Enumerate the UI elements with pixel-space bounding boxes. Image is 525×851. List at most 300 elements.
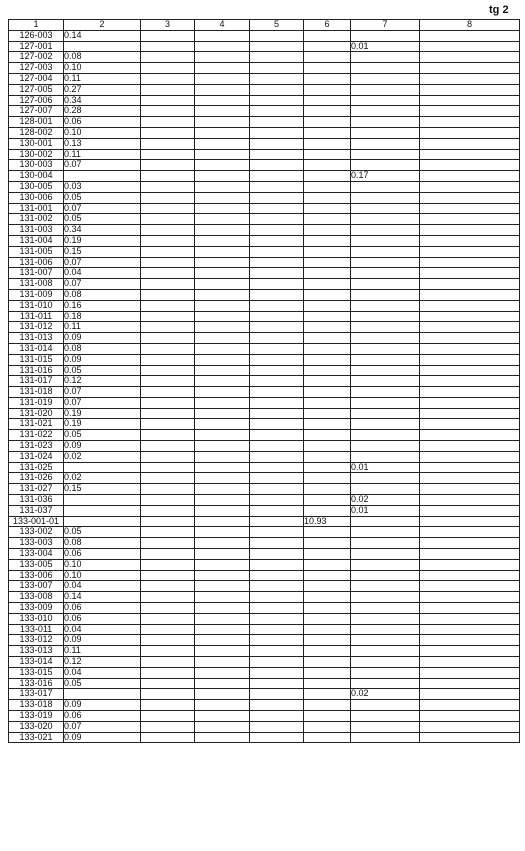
table-cell [351, 95, 420, 106]
table-cell [195, 127, 250, 138]
table-cell [141, 84, 195, 95]
table-cell [351, 711, 420, 722]
table-cell [351, 84, 420, 95]
table-cell: 0.18 [64, 311, 141, 322]
table-cell [304, 41, 351, 52]
table-cell [351, 343, 420, 354]
table-cell: 127-007 [9, 106, 64, 117]
table-cell [304, 711, 351, 722]
table-cell: 0.01 [351, 505, 420, 516]
table-row [9, 732, 520, 743]
table-cell [250, 484, 304, 495]
table-row [9, 171, 520, 182]
table-cell [304, 430, 351, 441]
table-cell [141, 279, 195, 290]
table-cell [351, 570, 420, 581]
table-cell [141, 300, 195, 311]
table-cell [420, 473, 520, 484]
table-cell: 0.16 [64, 300, 141, 311]
table-cell: 0.19 [64, 235, 141, 246]
table-cell: 0.02 [351, 495, 420, 506]
table-cell [420, 721, 520, 732]
table-cell [250, 711, 304, 722]
table-cell [351, 214, 420, 225]
table-cell [351, 246, 420, 257]
table-cell [141, 613, 195, 624]
table-row [9, 322, 520, 333]
table-cell: 127-002 [9, 52, 64, 63]
table-cell: 126-003 [9, 30, 64, 41]
table-cell [351, 635, 420, 646]
table-cell [420, 689, 520, 700]
table-cell: 133-019 [9, 711, 64, 722]
table-cell [420, 451, 520, 462]
table-cell [250, 527, 304, 538]
table-cell [141, 95, 195, 106]
table-cell [195, 95, 250, 106]
table-cell [420, 311, 520, 322]
table-row [9, 95, 520, 106]
table-cell [250, 624, 304, 635]
table-cell [351, 257, 420, 268]
table-cell [141, 495, 195, 506]
table-row [9, 559, 520, 570]
table-cell [250, 365, 304, 376]
table-cell: 0.06 [64, 613, 141, 624]
table-cell [250, 397, 304, 408]
table-row [9, 214, 520, 225]
table-cell [195, 300, 250, 311]
table-cell [304, 462, 351, 473]
table-cell [351, 592, 420, 603]
table-cell: 0.09 [64, 700, 141, 711]
table-cell [420, 678, 520, 689]
table-cell [420, 225, 520, 236]
table-cell [195, 689, 250, 700]
table-cell: 133-021 [9, 732, 64, 743]
table-cell: 131-003 [9, 225, 64, 236]
table-row [9, 613, 520, 624]
table-cell: 0.06 [64, 117, 141, 128]
table-cell [351, 559, 420, 570]
table-cell [195, 279, 250, 290]
table-cell [250, 732, 304, 743]
table-row [9, 430, 520, 441]
table-cell: 131-018 [9, 387, 64, 398]
table-cell [250, 678, 304, 689]
table-cell [304, 376, 351, 387]
table-cell [420, 419, 520, 430]
table-cell [304, 138, 351, 149]
table-cell [420, 667, 520, 678]
table-cell [351, 268, 420, 279]
table-cell [141, 678, 195, 689]
table-cell [304, 635, 351, 646]
column-header: 2 [64, 20, 141, 31]
table-cell [420, 613, 520, 624]
table-cell [195, 203, 250, 214]
table-row [9, 419, 520, 430]
table-cell [351, 451, 420, 462]
table-cell [195, 451, 250, 462]
table-row [9, 84, 520, 95]
table-cell [195, 106, 250, 117]
table-cell [250, 592, 304, 603]
table-cell: 0.06 [64, 549, 141, 560]
table-row [9, 149, 520, 160]
table-cell [250, 138, 304, 149]
table-row [9, 570, 520, 581]
table-cell: 131-011 [9, 311, 64, 322]
table-cell [141, 635, 195, 646]
table-cell [304, 624, 351, 635]
table-cell [250, 149, 304, 160]
table-cell [351, 376, 420, 387]
table-cell [141, 538, 195, 549]
column-header: 7 [351, 20, 420, 31]
table-row [9, 117, 520, 128]
table-cell [420, 181, 520, 192]
table-row [9, 603, 520, 614]
table-cell [304, 721, 351, 732]
table-cell: 0.04 [64, 268, 141, 279]
table-cell [420, 138, 520, 149]
table-cell: 131-021 [9, 419, 64, 430]
table-cell [250, 84, 304, 95]
table-cell [351, 322, 420, 333]
table-row [9, 225, 520, 236]
table-cell [304, 289, 351, 300]
table-cell [420, 106, 520, 117]
table-cell [420, 246, 520, 257]
table-cell [304, 279, 351, 290]
table-cell [304, 408, 351, 419]
table-cell: 131-026 [9, 473, 64, 484]
table-cell [141, 451, 195, 462]
table-cell [304, 30, 351, 41]
table-cell: 131-015 [9, 354, 64, 365]
table-cell [304, 63, 351, 74]
table-cell [195, 603, 250, 614]
table-cell [351, 484, 420, 495]
table-cell [351, 700, 420, 711]
table-row [9, 549, 520, 560]
table-cell: 127-003 [9, 63, 64, 74]
table-cell [141, 387, 195, 398]
table-cell [141, 235, 195, 246]
table-cell [351, 473, 420, 484]
table-cell [195, 225, 250, 236]
table-cell [141, 365, 195, 376]
table-cell [250, 603, 304, 614]
table-row [9, 311, 520, 322]
table-row [9, 127, 520, 138]
table-cell: 133-008 [9, 592, 64, 603]
table-cell: 0.07 [64, 279, 141, 290]
table-cell [141, 419, 195, 430]
table-cell: 133-007 [9, 581, 64, 592]
table-row [9, 387, 520, 398]
table-cell: 0.11 [64, 149, 141, 160]
table-cell [420, 657, 520, 668]
table-cell [304, 441, 351, 452]
table-cell [351, 624, 420, 635]
table-row [9, 73, 520, 84]
table-cell [250, 30, 304, 41]
table-cell [141, 603, 195, 614]
table-cell [195, 41, 250, 52]
table-cell: 131-012 [9, 322, 64, 333]
table-row [9, 646, 520, 657]
table-cell [351, 667, 420, 678]
table-cell [304, 235, 351, 246]
table-cell: 133-018 [9, 700, 64, 711]
table-cell [304, 732, 351, 743]
table-cell [250, 160, 304, 171]
table-cell [195, 462, 250, 473]
column-header: 1 [9, 20, 64, 31]
table-cell [195, 592, 250, 603]
table-cell [420, 527, 520, 538]
table-cell [420, 214, 520, 225]
table-cell [195, 354, 250, 365]
table-cell: 0.07 [64, 397, 141, 408]
table-cell [250, 376, 304, 387]
table-cell: 133-016 [9, 678, 64, 689]
table-cell: 0.10 [64, 63, 141, 74]
table-cell [250, 441, 304, 452]
table-cell [250, 106, 304, 117]
table-cell [141, 473, 195, 484]
table-cell [195, 570, 250, 581]
table-cell [64, 505, 141, 516]
table-cell: 0.02 [351, 689, 420, 700]
table-cell [195, 732, 250, 743]
table-cell: 131-004 [9, 235, 64, 246]
table-cell [141, 624, 195, 635]
table-row [9, 268, 520, 279]
table-row [9, 711, 520, 722]
table-row [9, 441, 520, 452]
table-cell: 127-004 [9, 73, 64, 84]
table-row [9, 581, 520, 592]
table-cell [420, 95, 520, 106]
table-cell: 0.04 [64, 667, 141, 678]
table-cell: 0.01 [351, 41, 420, 52]
page-label: tɡ 2 [489, 4, 509, 16]
table-cell [250, 52, 304, 63]
table-cell [141, 333, 195, 344]
table-cell [420, 516, 520, 527]
table-cell [141, 711, 195, 722]
table-row [9, 408, 520, 419]
table-cell [304, 343, 351, 354]
table-cell [250, 354, 304, 365]
table-cell [250, 516, 304, 527]
table-cell [250, 95, 304, 106]
table-cell [195, 149, 250, 160]
table-cell: 0.05 [64, 678, 141, 689]
table-cell [141, 354, 195, 365]
table-cell [250, 127, 304, 138]
table-cell [351, 117, 420, 128]
table-cell [351, 225, 420, 236]
table-cell [250, 646, 304, 657]
table-cell [64, 689, 141, 700]
table-cell [141, 376, 195, 387]
table-cell [195, 559, 250, 570]
table-cell: 0.01 [351, 462, 420, 473]
table-row [9, 300, 520, 311]
table-cell [141, 127, 195, 138]
table-row [9, 333, 520, 344]
table-cell [420, 354, 520, 365]
table-row [9, 624, 520, 635]
table-cell: 131-002 [9, 214, 64, 225]
table-cell [195, 257, 250, 268]
table-cell [141, 397, 195, 408]
table-cell [195, 30, 250, 41]
table-cell: 0.05 [64, 527, 141, 538]
table-row [9, 516, 520, 527]
table-cell: 0.19 [64, 419, 141, 430]
table-cell [351, 279, 420, 290]
table-cell: 131-037 [9, 505, 64, 516]
table-cell [250, 419, 304, 430]
table-cell [351, 657, 420, 668]
table-cell [64, 41, 141, 52]
table-cell [420, 376, 520, 387]
column-header: 3 [141, 20, 195, 31]
table-row [9, 106, 520, 117]
table-row [9, 667, 520, 678]
table-cell [141, 117, 195, 128]
table-cell [304, 505, 351, 516]
table-cell [250, 235, 304, 246]
table-cell [304, 689, 351, 700]
table-cell [141, 257, 195, 268]
table-cell: 131-017 [9, 376, 64, 387]
table-cell [351, 300, 420, 311]
table-cell [141, 484, 195, 495]
table-cell [141, 430, 195, 441]
table-cell [141, 41, 195, 52]
table-cell: 131-007 [9, 268, 64, 279]
table-cell [195, 365, 250, 376]
table-cell [195, 538, 250, 549]
table-cell [250, 635, 304, 646]
table-cell [420, 484, 520, 495]
table-cell [195, 73, 250, 84]
table-cell [304, 678, 351, 689]
table-cell [304, 203, 351, 214]
table-cell [141, 549, 195, 560]
table-cell [304, 527, 351, 538]
table-cell [141, 171, 195, 182]
table-cell [250, 311, 304, 322]
table-cell [195, 657, 250, 668]
table-cell [141, 408, 195, 419]
table-cell [304, 397, 351, 408]
table-cell [141, 30, 195, 41]
table-cell: 131-001 [9, 203, 64, 214]
table-row [9, 63, 520, 74]
table-cell [141, 246, 195, 257]
table-row [9, 721, 520, 732]
table-cell: 0.11 [64, 322, 141, 333]
table-row [9, 397, 520, 408]
table-row [9, 160, 520, 171]
table-cell [250, 279, 304, 290]
table-cell: 0.08 [64, 52, 141, 63]
table-cell [420, 700, 520, 711]
table-cell [420, 441, 520, 452]
table-cell [351, 516, 420, 527]
table-cell [250, 225, 304, 236]
table-cell [420, 635, 520, 646]
table-cell [195, 711, 250, 722]
table-cell: 0.04 [64, 624, 141, 635]
table-cell [195, 289, 250, 300]
table-cell [304, 106, 351, 117]
table-cell [351, 311, 420, 322]
table-cell [195, 646, 250, 657]
table-cell: 0.34 [64, 95, 141, 106]
table-cell [304, 52, 351, 63]
table-cell: 131-006 [9, 257, 64, 268]
table-cell [304, 192, 351, 203]
table-cell [141, 73, 195, 84]
table-cell [304, 246, 351, 257]
table-row [9, 592, 520, 603]
table-cell [351, 63, 420, 74]
table-cell: 131-023 [9, 441, 64, 452]
table-cell: 0.13 [64, 138, 141, 149]
column-header: 5 [250, 20, 304, 31]
table-cell [351, 430, 420, 441]
table-cell: 0.05 [64, 214, 141, 225]
table-cell [351, 397, 420, 408]
table-cell: 127-001 [9, 41, 64, 52]
table-cell: 0.07 [64, 203, 141, 214]
table-cell [351, 106, 420, 117]
table-cell [250, 408, 304, 419]
table-cell [420, 73, 520, 84]
table-cell: 133-011 [9, 624, 64, 635]
table-cell [195, 721, 250, 732]
table-row [9, 354, 520, 365]
table-cell [250, 462, 304, 473]
table-cell: 0.10 [64, 127, 141, 138]
table-cell [351, 30, 420, 41]
table-cell [64, 516, 141, 527]
table-cell [420, 257, 520, 268]
table-cell [141, 225, 195, 236]
table-cell: 131-008 [9, 279, 64, 290]
table-cell [64, 462, 141, 473]
table-cell [420, 127, 520, 138]
table-cell [250, 41, 304, 52]
table-cell [351, 354, 420, 365]
table-cell: 0.09 [64, 354, 141, 365]
table-cell [141, 160, 195, 171]
table-cell: 131-013 [9, 333, 64, 344]
table-cell [351, 678, 420, 689]
table-cell [420, 160, 520, 171]
table-cell [420, 624, 520, 635]
table-cell [141, 667, 195, 678]
table-cell [351, 73, 420, 84]
